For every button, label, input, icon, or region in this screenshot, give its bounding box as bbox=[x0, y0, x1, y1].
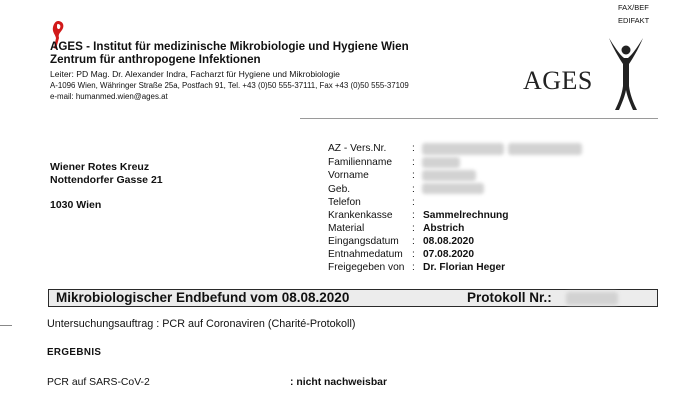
field-value-eingangsdatum: 08.08.2020 bbox=[423, 236, 474, 247]
redacted-protokoll-nr bbox=[566, 292, 618, 305]
field-value-material: Abstrich bbox=[423, 223, 465, 234]
ages-logo-text: AGES bbox=[523, 66, 593, 95]
redacted-vers-nr-2 bbox=[508, 143, 582, 155]
field-value-entnahmedatum: 07.08.2020 bbox=[423, 249, 474, 260]
field-label-krankenkasse: Krankenkasse bbox=[328, 210, 393, 221]
field-colon: : bbox=[412, 157, 415, 168]
institute-title: AGES - Institut für medizinische Mikrobiologie und Hygiene Wien bbox=[50, 40, 409, 53]
field-label-telefon: Telefon bbox=[328, 197, 361, 208]
field-value-freigegeben: Dr. Florian Heger bbox=[423, 262, 506, 273]
ergebnis-heading: ERGEBNIS bbox=[47, 347, 102, 358]
untersuchungsauftrag: Untersuchungsauftrag : PCR auf Coronaviren (Charité-Protokoll) bbox=[47, 318, 356, 330]
field-label-vers-nr: AZ - Vers.Nr. bbox=[328, 143, 387, 154]
institute-subtitle: Zentrum für anthropogene Infektionen bbox=[50, 53, 261, 66]
field-colon: : bbox=[412, 197, 415, 208]
field-label-familienname: Familienname bbox=[328, 157, 392, 168]
protokoll-label: Protokoll Nr.: bbox=[467, 290, 552, 305]
field-label-eingangsdatum: Eingangsdatum bbox=[328, 236, 399, 247]
report-title: Mikrobiologischer Endbefund vom 08.08.2020 bbox=[56, 290, 350, 305]
field-label-geb: Geb. bbox=[328, 184, 351, 195]
director-line: Leiter: PD Mag. Dr. Alexander Indra, Facharzt für Hygiene und Mikrobiologie bbox=[50, 69, 340, 79]
field-label-vorname: Vorname bbox=[328, 170, 369, 181]
field-label-entnahmedatum: Entnahmedatum bbox=[328, 249, 403, 260]
field-colon: : bbox=[412, 262, 415, 273]
field-colon: : bbox=[412, 170, 415, 181]
field-colon: : bbox=[412, 143, 415, 154]
test-name: PCR auf SARS-CoV-2 bbox=[47, 377, 150, 388]
ages-logo-figure-icon bbox=[606, 36, 646, 112]
field-colon: : bbox=[412, 184, 415, 195]
recipient-city: 1030 Wien bbox=[50, 199, 102, 211]
test-result: : nicht nachweisbar bbox=[290, 377, 388, 388]
field-colon: : bbox=[412, 223, 415, 234]
redacted-vorname bbox=[422, 170, 476, 181]
address-line: A-1096 Wien, Währinger Straße 25a, Postfach 91, Tel. +43 (0)50 555-37111, Fax +43 (0)50 555-37109 bbox=[50, 81, 409, 90]
header-divider bbox=[300, 118, 658, 119]
field-colon: : bbox=[412, 249, 415, 260]
field-label-material: Material bbox=[328, 223, 365, 234]
redacted-vers-nr bbox=[422, 143, 504, 155]
redacted-familienname bbox=[422, 157, 460, 168]
recipient-name: Wiener Rotes Kreuz bbox=[50, 161, 150, 173]
field-colon: : bbox=[412, 210, 415, 221]
field-label-freigegeben: Freigegeben von bbox=[328, 262, 405, 273]
field-value-krankenkasse: Sammelrechnung bbox=[423, 210, 509, 221]
recipient-street: Nottendorfer Gasse 21 bbox=[50, 174, 163, 186]
document-code-fax: FAX/BEF bbox=[618, 3, 649, 12]
field-colon: : bbox=[412, 236, 415, 247]
email-line: e-mail: humanmed.wien@ages.at bbox=[50, 92, 168, 101]
redacted-geb bbox=[422, 183, 484, 194]
document-code-edifakt: EDIFAKT bbox=[618, 16, 650, 25]
margin-mark bbox=[0, 325, 12, 326]
